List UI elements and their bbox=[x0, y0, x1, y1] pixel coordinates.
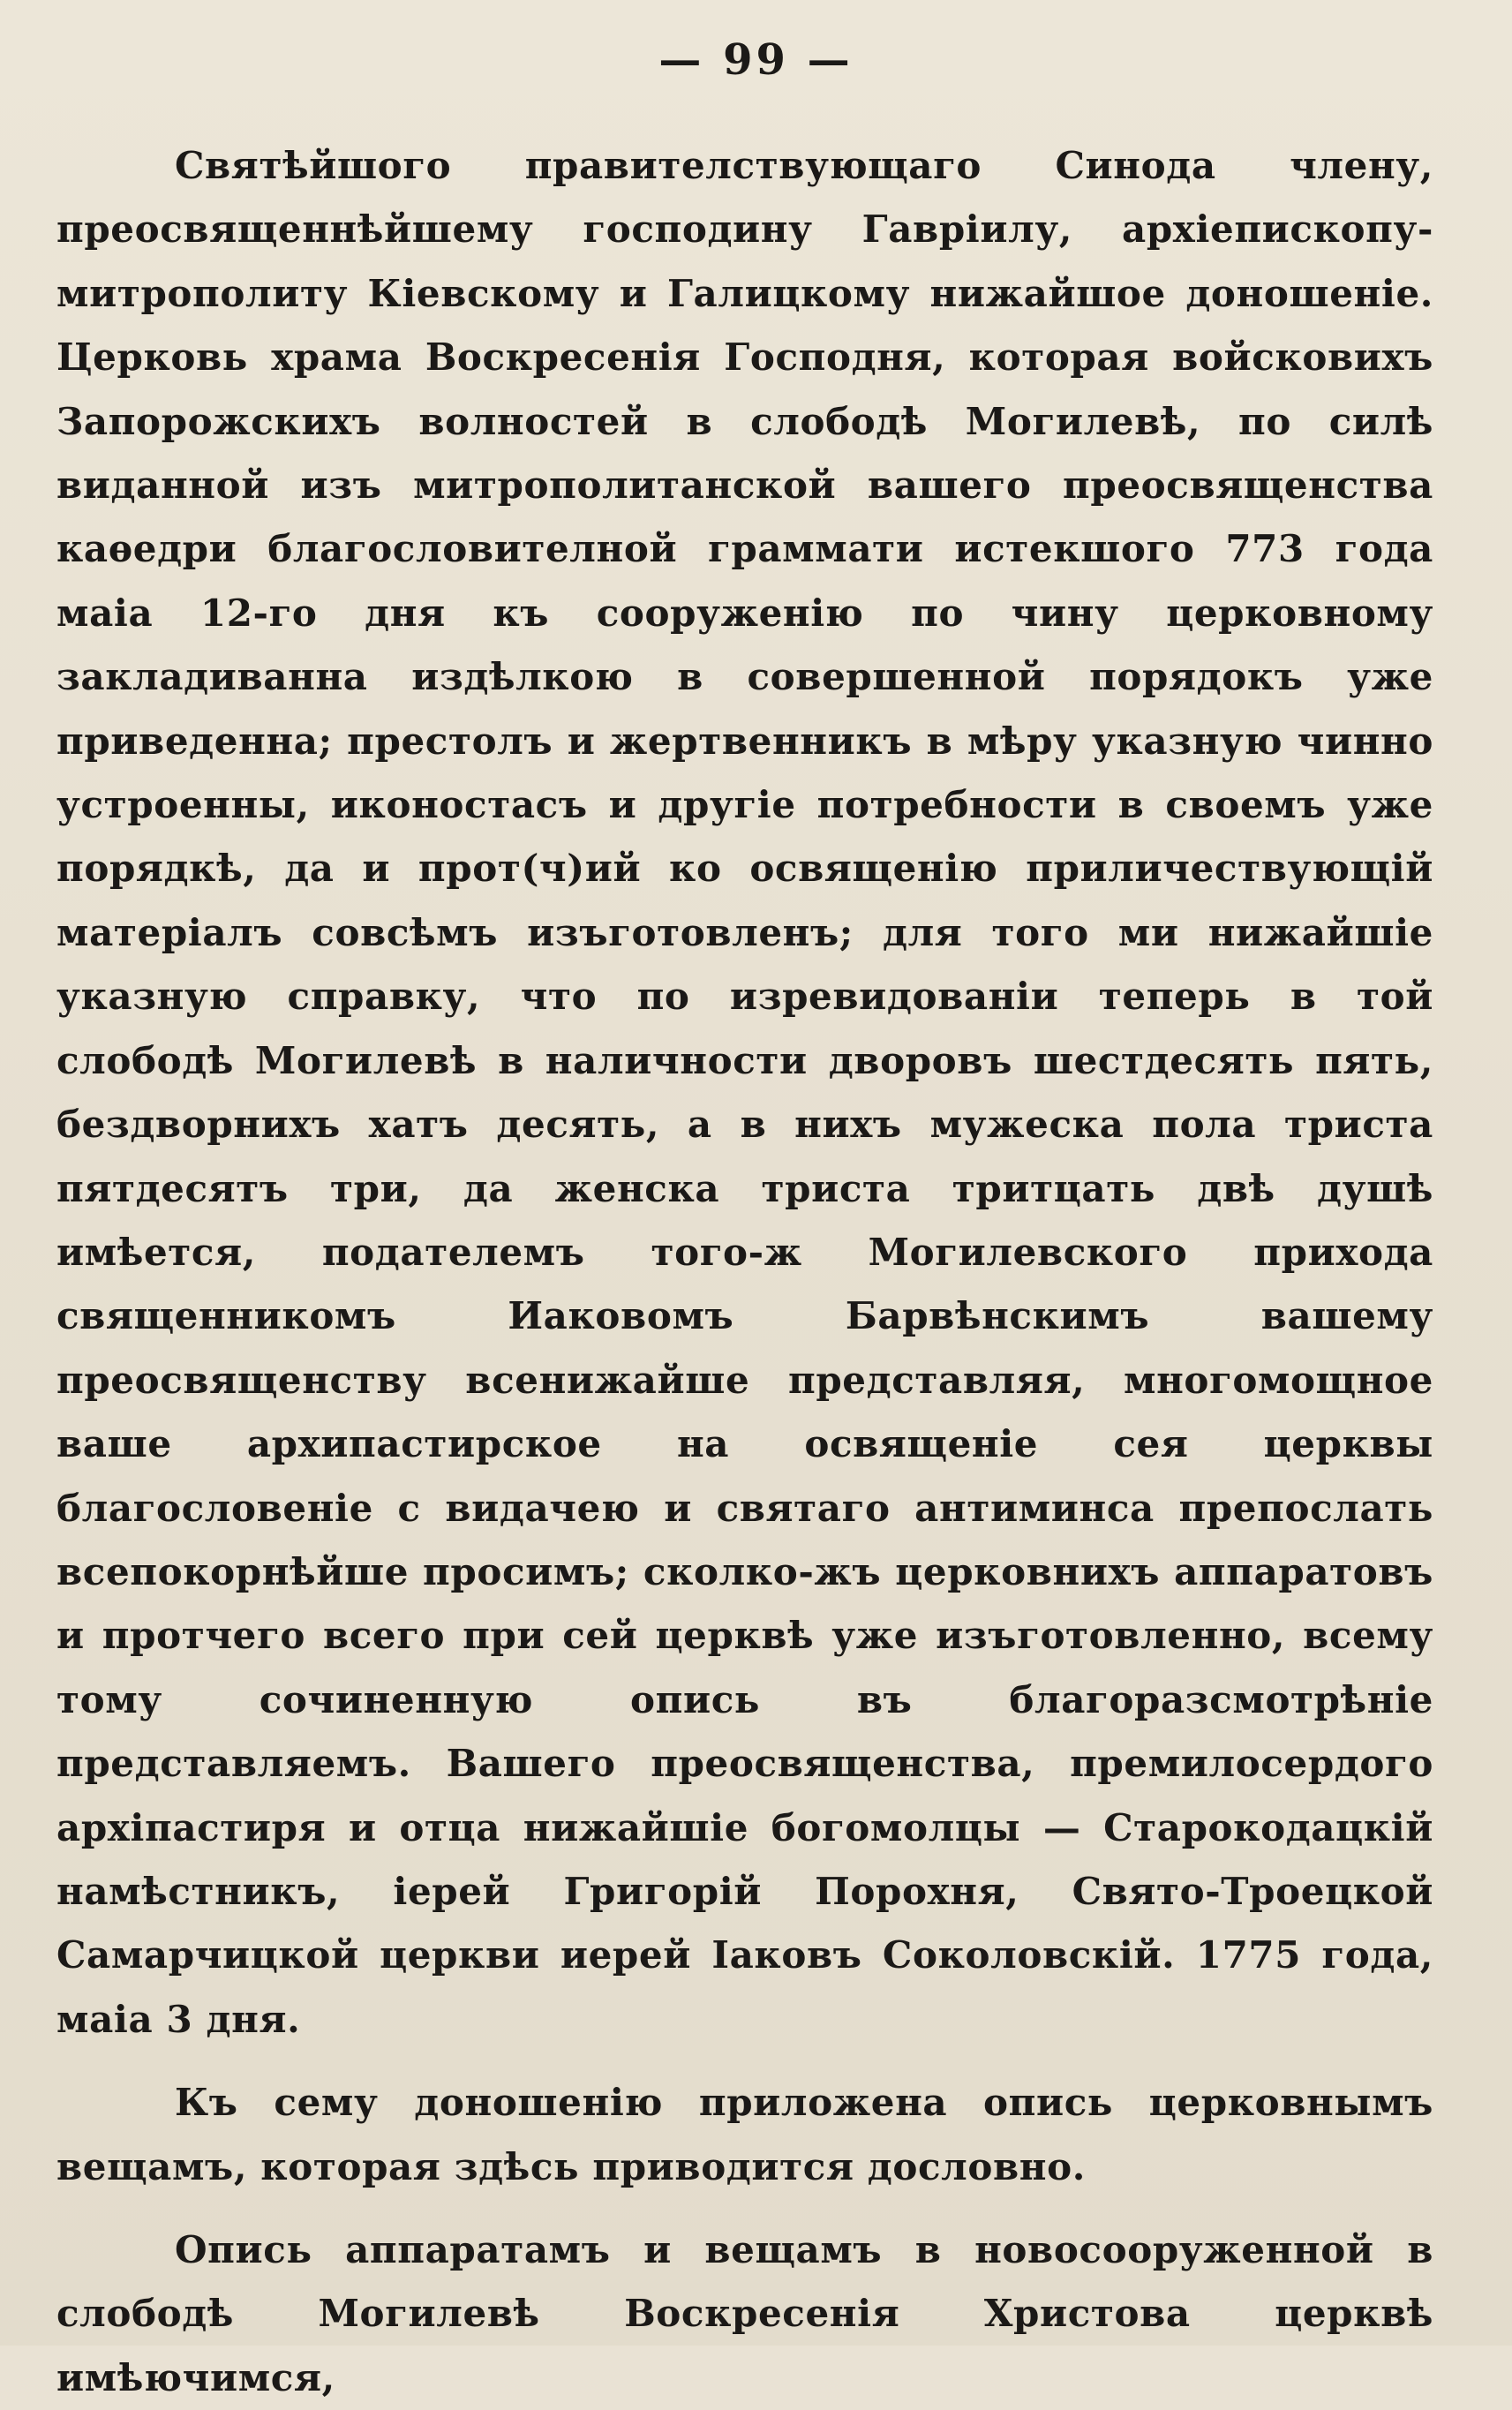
page-number: — 99 — bbox=[658, 35, 854, 85]
body-text bbox=[56, 134, 1433, 2410]
paragraph-petition: Святѣйшого правителствующаго Синода члену, преосвященнѣйшему господину Гавріилу, архіепископу-митрополиту Кіевскому и Галицкому нижайшое доношеніе. Церковь храма Воскресенія Господня, которая войсковихъ Запорожскихъ волностей в слободѣ Могилевѣ, по силѣ виданной изъ митрополитанской вашего преосвященства каѳедри благословителной граммати истекшого 773 года маіа 12-го дня къ сооруженію по чину церковному закладиванна издѣлкою в совершенной порядокъ уже приведенна; престолъ и жертвенникъ в мѣру указную чинно устроенны, иконостасъ и другіе потребности в своемъ уже порядкѣ, да и прот(ч)ий ко освященію приличествующій матеріалъ совсѣмъ изъготовленъ; для того ми нижайшіе указную справку, что по изревидованіи теперь в той слободѣ Могилевѣ в наличности дворовъ шестдесять пять, бездворнихъ хатъ десять, а в нихъ мужеска пола триста пятдесятъ три, да женска триста тритцать двѣ душѣ имѣется, подателемъ того-ж Могилевского прихода священникомъ Иаковомъ Барвѣнскимъ вашему преосвященству всенижайше представляя, многомощное ваше архипастирское на освященіе сея церквы благословеніе с видачею и святаго антиминса препослать всепокорнѣйше просимъ; сколко-жъ церковнихъ аппаратовъ и протчего всего при сей церквѣ уже изъготовленно, всему тому сочиненную опись въ благоразсмотрѣніе представляемъ. Вашего преосвященства, премилосердого архіпастиря и отца нижайшіе богомолцы — Старокодацкій намѣстникъ, іерей Григорій Пороxня, Свято-Троецкой Самарчицкой церкви иерей Іаковъ Соколовскій. 1775 года, маіа 3 дня. bbox=[56, 144, 1433, 2041]
paragraph-attachment-note: Къ сему доношенію приложена опись церковнымъ вещамъ, которая здѣсь приводится дословно. bbox=[56, 2081, 1433, 2188]
paragraph-inventory-intro: Опись аппаратамъ и вещамъ в новосооруженной в слободѣ Могилевѣ Воскресенія Христова церквѣ имѣючимся, bbox=[56, 2228, 1433, 2399]
